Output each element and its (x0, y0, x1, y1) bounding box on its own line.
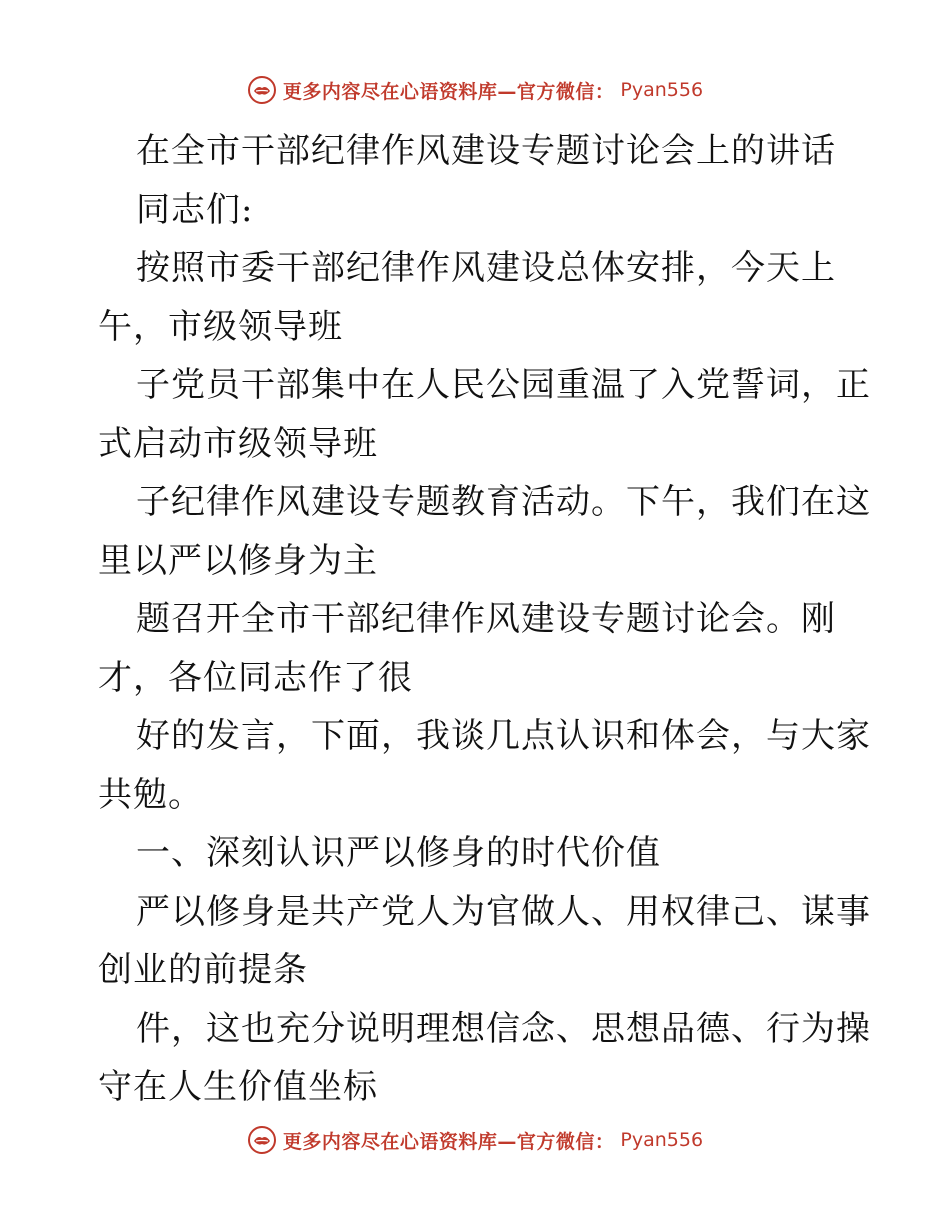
lips-logo-icon (247, 1125, 277, 1155)
banner-text: 更多内容尽在心语资料库—官方微信： (282, 80, 615, 103)
header-banner (0, 70, 950, 110)
paragraph-line: 里以严以修身为主 (98, 540, 378, 581)
paragraph-line: 才，各位同志作了很 (98, 657, 413, 698)
lips-logo-icon (247, 75, 277, 105)
paragraph-line: 子党员干部集中在人民公园重温了入党誓词，正 (136, 365, 871, 405)
paragraph-line: 题召开全市干部纪律作风建设专题讨论会。刚 (136, 599, 836, 639)
banner-handle: Pyan556 (620, 1129, 704, 1151)
paragraph-line: 创业的前提条 (98, 950, 308, 990)
document-title: 在全市干部纪律作风建设专题讨论会上的讲话 (136, 131, 836, 171)
paragraph-line: 式启动市级领导班 (98, 423, 378, 464)
paragraph-line: 按照市委干部纪律作风建设总体安排，今天上 (136, 248, 836, 288)
salutation: 同志们: (136, 189, 254, 230)
paragraph-line: 好的发言，下面，我谈几点认识和体会，与大家 (136, 716, 871, 756)
paragraph-line: 子纪律作风建设专题教育活动。下午，我们在这 (136, 482, 871, 522)
document-body (98, 122, 871, 1117)
footer-banner (0, 1120, 950, 1160)
paragraph-line: 守在人生价值坐标 (98, 1067, 378, 1107)
paragraph-line: 件，这也充分说明理想信念、思想品德、行为操 (136, 1008, 871, 1049)
paragraph-line: 午，市级领导班 (98, 306, 343, 347)
paragraph-line: 共勉。 (98, 774, 203, 815)
paragraph-line: 严以修身是共产党人为官做人、用权律己、谋事 (136, 891, 871, 932)
section-heading: 一、深刻认识严以修身的时代价值 (136, 833, 661, 873)
banner-text: 更多内容尽在心语资料库—官方微信： (282, 1130, 615, 1153)
banner-handle: Pyan556 (620, 79, 704, 101)
